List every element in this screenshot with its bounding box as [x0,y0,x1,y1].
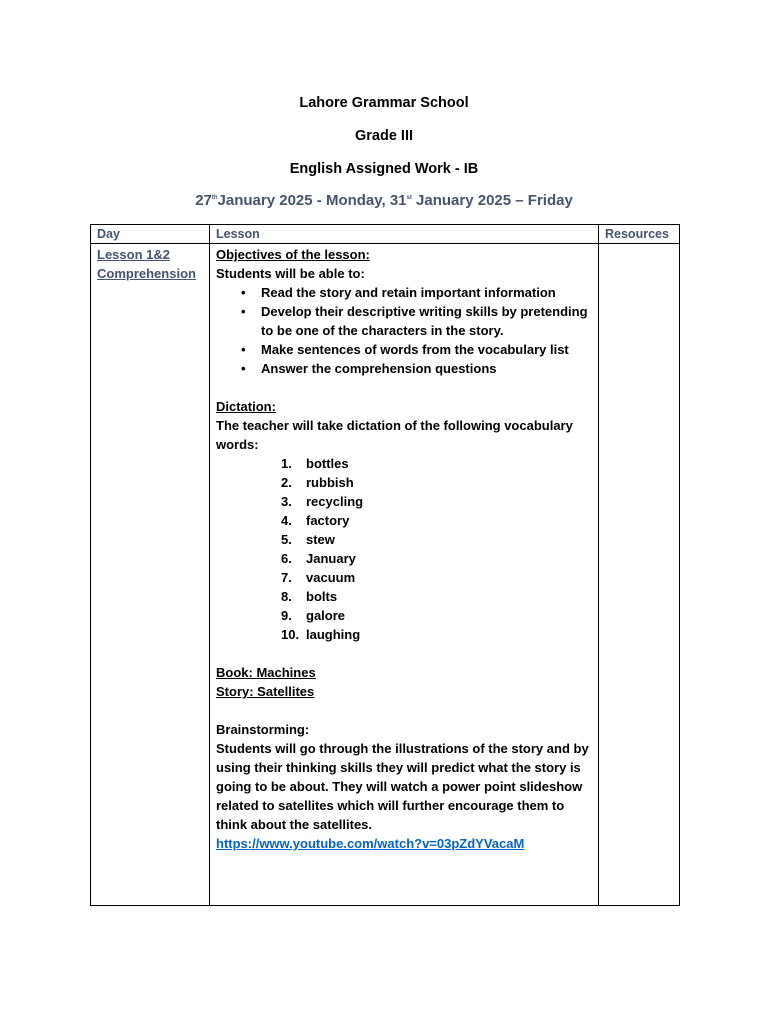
brainstorming-text: Students will go through the illustrations of the story and by using their thinking skills they will predict what the story is going to be about. They will watch a power point slideshow related to satellites which will further encourage them to think about the satellites. [216,741,589,832]
book-title: Book: Machines [216,665,316,680]
dictation-intro: The teacher will take dictation of the following vocabulary words: [216,418,573,452]
header-lesson: Lesson [210,225,599,244]
objectives-list [216,283,592,378]
date-start-day: 27 [195,192,212,209]
header-day: Day [91,225,210,244]
vocabulary-item: 4. factory [281,513,350,528]
assigned-work-table [90,224,680,906]
youtube-link[interactable]: https://www.youtube.com/watch?v=03pZdYVacaM [216,836,525,851]
vocabulary-item: 9. galore [281,608,346,623]
day-lesson-type: Comprehension [97,266,196,281]
objectives-heading: Objectives of the lesson: [216,247,370,262]
vocabulary-item: 8. bolts [281,589,338,604]
day-cell [91,244,210,906]
table-row [91,244,680,906]
story-title: Story: Satellites [216,684,315,699]
vocabulary-item: 2. rubbish [281,475,354,490]
date-range [0,192,768,209]
header-resources: Resources [599,225,680,244]
vocabulary-item: 7. vacuum [281,570,356,585]
objective-item: • Answer the comprehension questions [261,359,592,378]
date-middle: January 2025 - Monday, 31 [217,192,407,209]
resources-cell [599,244,680,906]
lesson-cell [210,244,599,906]
vocabulary-item: 3. recycling [281,494,364,509]
day-lesson-number: Lesson 1&2 [97,247,170,262]
school-name: Lahore Grammar School [299,95,469,111]
dictation-heading: Dictation: [216,399,276,414]
objectives-intro: Students will be able to: [216,266,365,281]
vocabulary-list [216,454,592,644]
grade-title: Grade III [354,128,414,144]
brainstorming-heading: Brainstorming: [216,722,310,737]
table-header-row [91,225,680,244]
date-end: January 2025 – Friday [416,192,573,209]
date-end-suffix: st [406,195,412,201]
vocabulary-item: 6. January [281,551,356,566]
vocabulary-item: 5. stew [281,532,335,547]
vocabulary-item: 1. bottles [281,456,349,471]
objective-item: • Read the story and retain important information [261,283,592,302]
objective-item: • Develop their descriptive writing skills by pretending to be one of the characters in the story. [261,302,592,340]
date-start-suffix: th [211,195,218,201]
vocabulary-item: 10. laughing [281,627,361,642]
document-title: English Assigned Work - IB [289,161,479,177]
objective-item: • Make sentences of words from the vocabulary list [261,340,592,359]
